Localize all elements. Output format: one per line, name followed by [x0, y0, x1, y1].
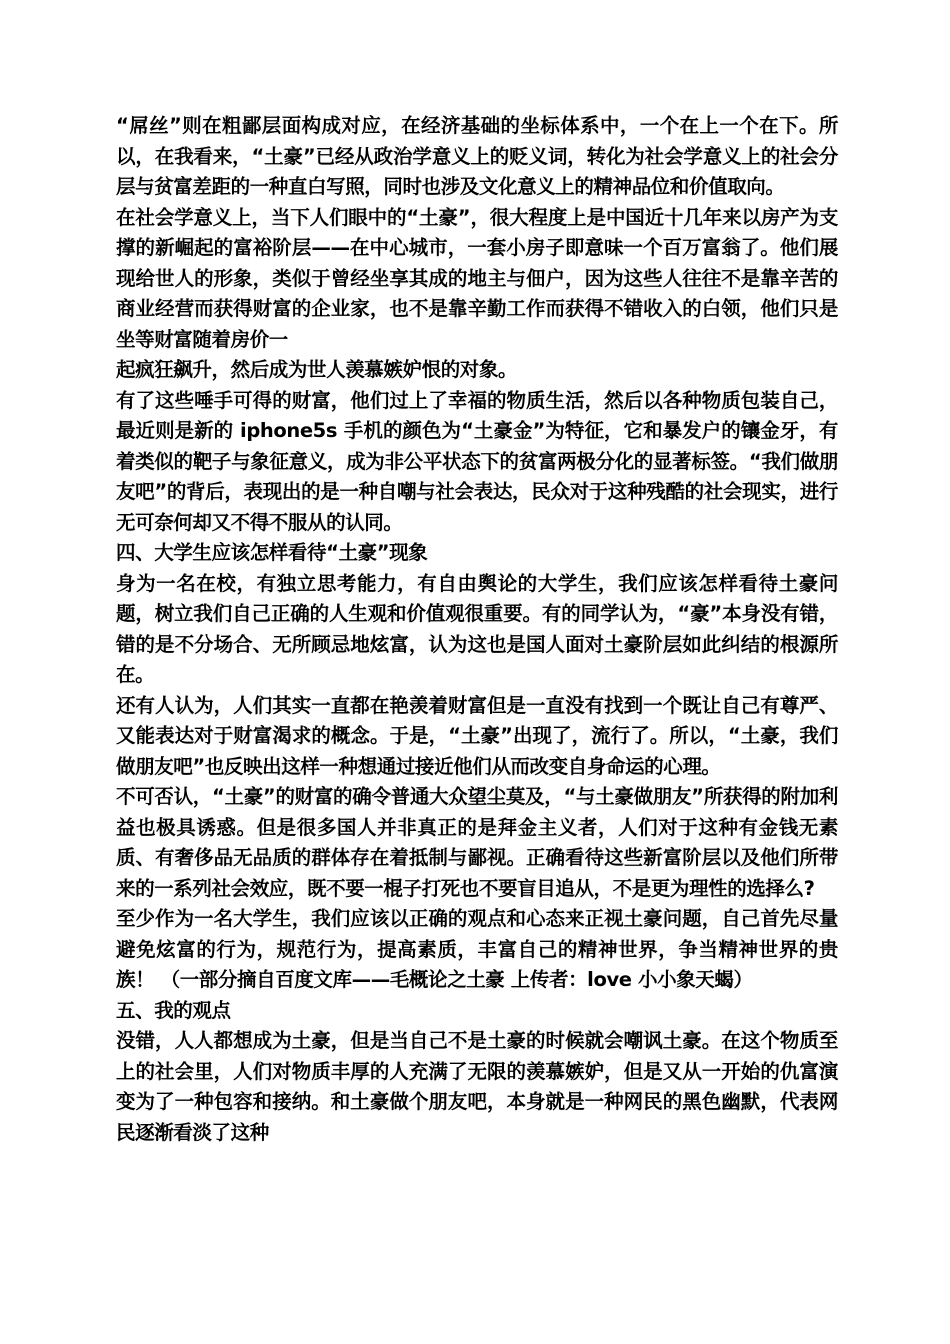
document-body — [116, 111, 838, 1148]
paragraph-student-view: 身为一名在校，有独立思考能力，有自由舆论的大学生，我们应该怎样看待土豪问题，树立我们自己正确的人生观和价值观很重要。有的同学认为，“豪”本身没有错，错的是不分场合、无所顾忌地炫富，认为这也是国人面对土豪阶层如此纠结的根源所在。 — [116, 571, 838, 686]
paragraph-material-wealth: 有了这些唾手可得的财富，他们过上了幸福的物质生活，然后以各种物质包装自己，最近则是新的 iphone5s 手机的颜色为“土豪金”为特征，它和暴发户的镶金牙，有着类似的靶子与象征意义，成为非公平状态下的贫富两极分化的显著标签。“我们做朋友吧”的背后，表现出的是一种自嘲与社会表达，民众对于这种残酷的社会现实，进行无可奈何却又不得不服从的认同。 — [116, 388, 838, 534]
paragraph-diaosi-contrast: “屌丝”则在粗鄙层面构成对应，在经济基础的坐标体系中，一个在上一个在下。所以，在我看来，“土豪”已经从政治学意义上的贬义词，转化为社会学意义上的社会分层与贫富差距的一种直白写照，同时也涉及文化意义上的精神品位和价值取向。 — [116, 114, 838, 198]
paragraph-sociology-meaning: 在社会学意义上，当下人们眼中的“土豪”，很大程度上是中国近十几年来以房产为支撑的新崛起的富裕阶层——在中心城市，一套小房子即意味一个百万富翁了。他们展现给世人的形象，类似于曾经坐享其成的地主与佃户，因为这些人往往不是靠辛苦的商业经营而获得财富的企业家，也不是靠辛勤工作而获得不错收入的白领，他们只是坐等财富随着房价一 — [116, 205, 838, 351]
paragraph-undeniable: 不可否认，“土豪”的财富的确令普通大众望尘莫及，“与土豪做朋友”所获得的附加利益也极具诱惑。但是很多国人并非真正的是拜金主义者，人们对于这种有金钱无素质、有奢侈品无品质的群体存在着抵制与鄙视。正确看待这些新富阶层以及他们所带来的一系列社会效应，既不要一棍子打死也不要盲目追从，不是更为理性的选择么? — [116, 785, 838, 900]
paragraph-others-think: 还有人认为，人们其实一直都在艳羡着财富但是一直没有找到一个既让自己有尊严、又能表达对于财富渴求的概念。于是，“土豪”出现了，流行了。所以，“土豪，我们做朋友吧”也反映出这样一种想通过接近他们从而改变自身命运的心理。 — [116, 693, 838, 778]
paragraph-at-least: 至少作为一名大学生，我们应该以正确的观点和心态来正视土豪问题，自己首先尽量避免炫富的行为，规范行为，提高素质，丰富自己的精神世界，争当精神世界的贵族！ （一部分摘自百度文库——毛概论之土豪 上传者：love 小小象天蝎） — [116, 907, 838, 991]
section-heading-4: 四、大学生应该怎样看待“土豪”现象 — [116, 541, 428, 564]
paragraph-sociology-continued: 起疯狂飙升，然后成为世人羡慕嫉妒恨的对象。 — [116, 358, 518, 381]
section-heading-5: 五、我的观点 — [116, 998, 231, 1022]
paragraph-my-view: 没错，人人都想成为土豪，但是当自己不是土豪的时候就会嘲讽土豪。在这个物质至上的社会里，人们对物质丰厚的人充满了无限的羡慕嫉妒，但是又从一开始的仇富演变为了一种包容和接纳。和土豪做个朋友吧，本身就是一种网民的黑色幽默，代表网民逐渐看淡了这种 — [116, 1029, 838, 1144]
